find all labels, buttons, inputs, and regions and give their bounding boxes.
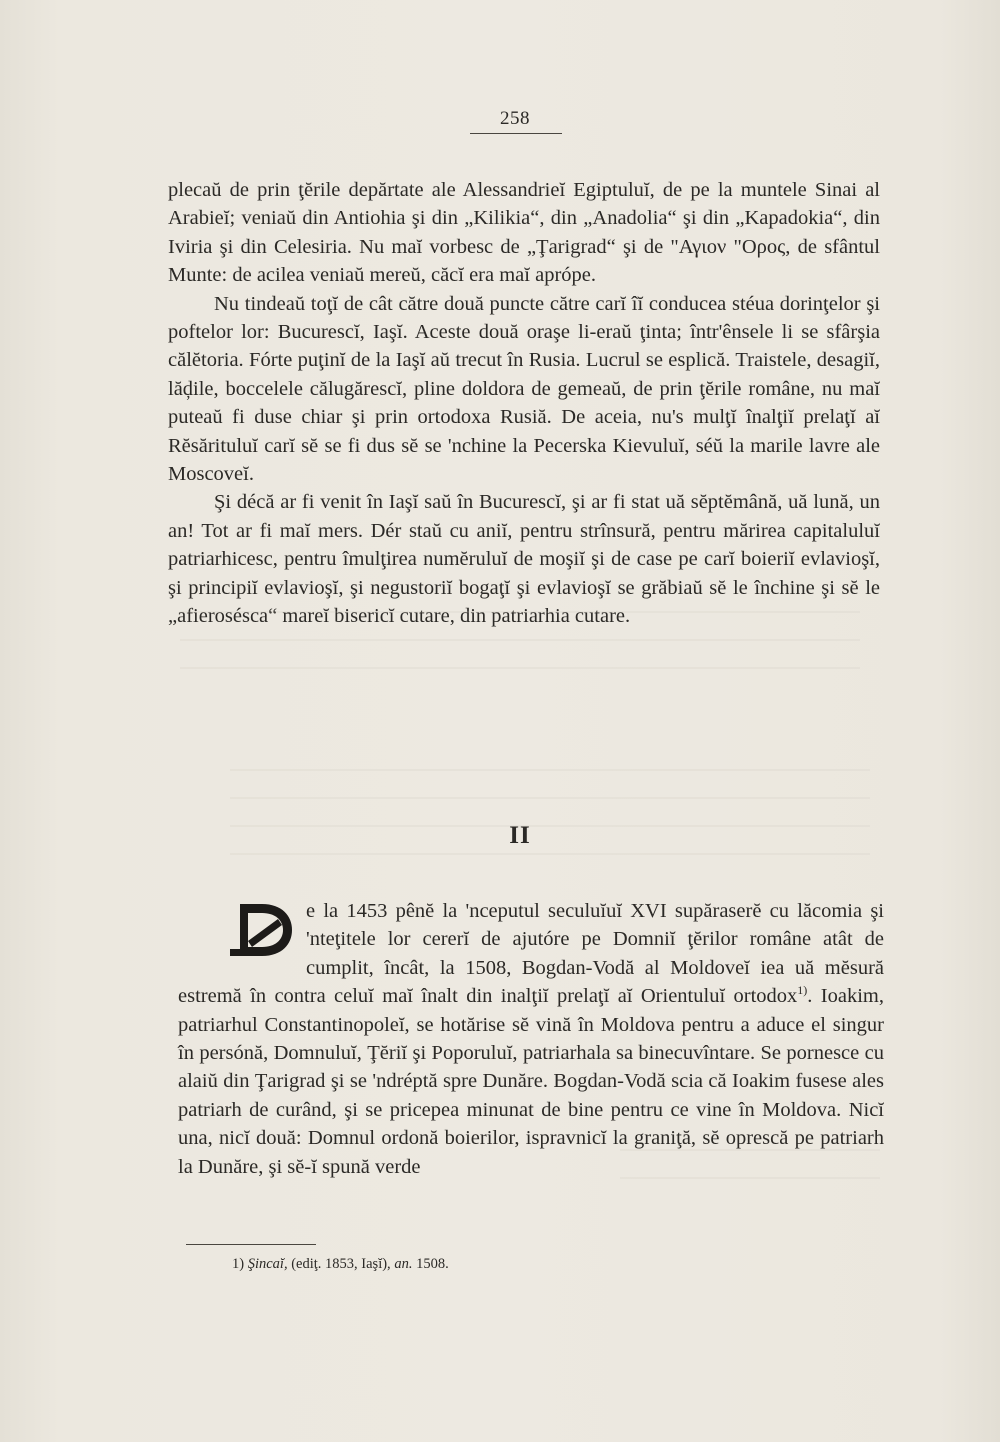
section-heading: II — [509, 822, 531, 849]
footnote-marker: 1) — [232, 1256, 245, 1272]
footnote-author: Şincaĭ, — [247, 1256, 288, 1272]
paragraph-bogdan-rest: . Ioakim, patriarhul Constantinopoleĭ, se hotărise sĕ vină în Moldova pentru a aduce el singur în persónă, Domnuluĭ, Ţĕriĭ şi Poporuluĭ, patriarhala sa binecuvîntare. Se pornesce cu alaiŭ din Ţarigrad şi se 'ndréptă spre Dunăre. Bogdan-Vodă scia că Ioakim fusese ales patriarh de curând, şi se pricepea minunat de bine pentru ce vine în Moldova. Nicĭ una, nicĭ două: Domnul ordonă boierilor, ispravnicĭ la graniţă, sĕ oprescă pe patriarh la Dunăre, şi sĕ-ĭ spună verde — [178, 985, 884, 1178]
page-number-rule — [470, 133, 562, 134]
footnote-reference: 1) — [797, 983, 808, 998]
footnote-an: an. — [394, 1256, 413, 1272]
page-number: 258 — [500, 108, 530, 129]
bottom-text-block — [178, 897, 884, 1181]
paragraph-destinations: Nu tindeaŭ toţĭ de cât către două puncte către carĭ îĭ conducea stéua dorinţelor şi poftelor lor: Bucurescĭ, Iaşĭ. Aceste două oraşe li-eraŭ ţinta; într'ênsele li se sfârşia călĕtoria. Fórte puţinĭ de la Iaşĭ aŭ trecut în Rusia. Lucrul se esplică. Traistele, desagiĭ, lăḑile, boccelele călugărescĭ, pline doldora de gemeaŭ, de prin ţĕrile române, nu maĭ puteaŭ fi duse chiar şi prin ortodoxa Rusiă. De aceia, nu's mulţĭ înalţiĭ prelaţĭ aĭ Rĕsărituluĭ carĭ sĕ se fi dus sĕ se 'nchine la Pecerska Kievuluĭ, séŭ la marile lavre ale Moscoveĭ. — [168, 292, 880, 486]
drop-cap-d-icon — [226, 901, 296, 959]
drop-cap — [226, 901, 296, 959]
top-text-block — [168, 176, 880, 631]
footnote-edition: (ediţ. 1853, Iaşĭ), — [287, 1256, 395, 1272]
paragraph-stay: Şi décă ar fi venit în Iaşĭ saŭ în Bucurescĭ, şi ar fi stat uă sĕptĕmână, uă lună, un an! Tot ar fi maĭ mers. Dér staŭ cu aniĭ, pentru strînsură, pentru mărirea capitaluluĭ patriarhicesc, pentru îmulţirea numĕruluĭ de moşiĭ şi de case pe carĭ boieriĭ evlavioşĭ, şi principiĭ evlavioşĭ, şi negustoriĭ bogaţĭ şi evlavioşĭ se grăbiaŭ sĕ le închine şi sĕ le „afierosésca“ mareĭ bisericĭ cutare, din patriarhia cutare. — [168, 491, 880, 628]
footnote-rule — [186, 1244, 316, 1245]
paragraph-bogdan-start: e la 1453 pênĕ la 'nceputul seculuĭuĭ XVI supăraserĕ cu lăcomia şi 'nteţitele lor cererĭ de ajutóre pe Domniĭ ţĕrilor române atât de cumplit, încât, la 1508, Bogdan-Vodă al Moldoveĭ iea uă mĕsură estremă în contra celuĭ maĭ înalt din inalţiĭ prelaţĭ aĭ Orientuluĭ ortodox — [178, 900, 884, 1008]
footnote-year: 1508. — [412, 1256, 449, 1272]
footnote — [232, 1254, 449, 1274]
paragraph-continuation: plecaŭ de prin ţĕrile depărtate ale Alessandrieĭ Egiptuluĭ, de pe la muntele Sinai al Arabieĭ; veniaŭ din Antiohia şi din „Kilikia“, din „Anadolia“ şi din „Kapadokia“, din Iviria şi din Celesiria. Nu maĭ vorbesc de „Ţarigrad“ şi de "Αγιον "Ορος, de sfântul Munte: de acilea veniaŭ mereŭ, căcĭ era maĭ aprópe. — [168, 179, 880, 287]
